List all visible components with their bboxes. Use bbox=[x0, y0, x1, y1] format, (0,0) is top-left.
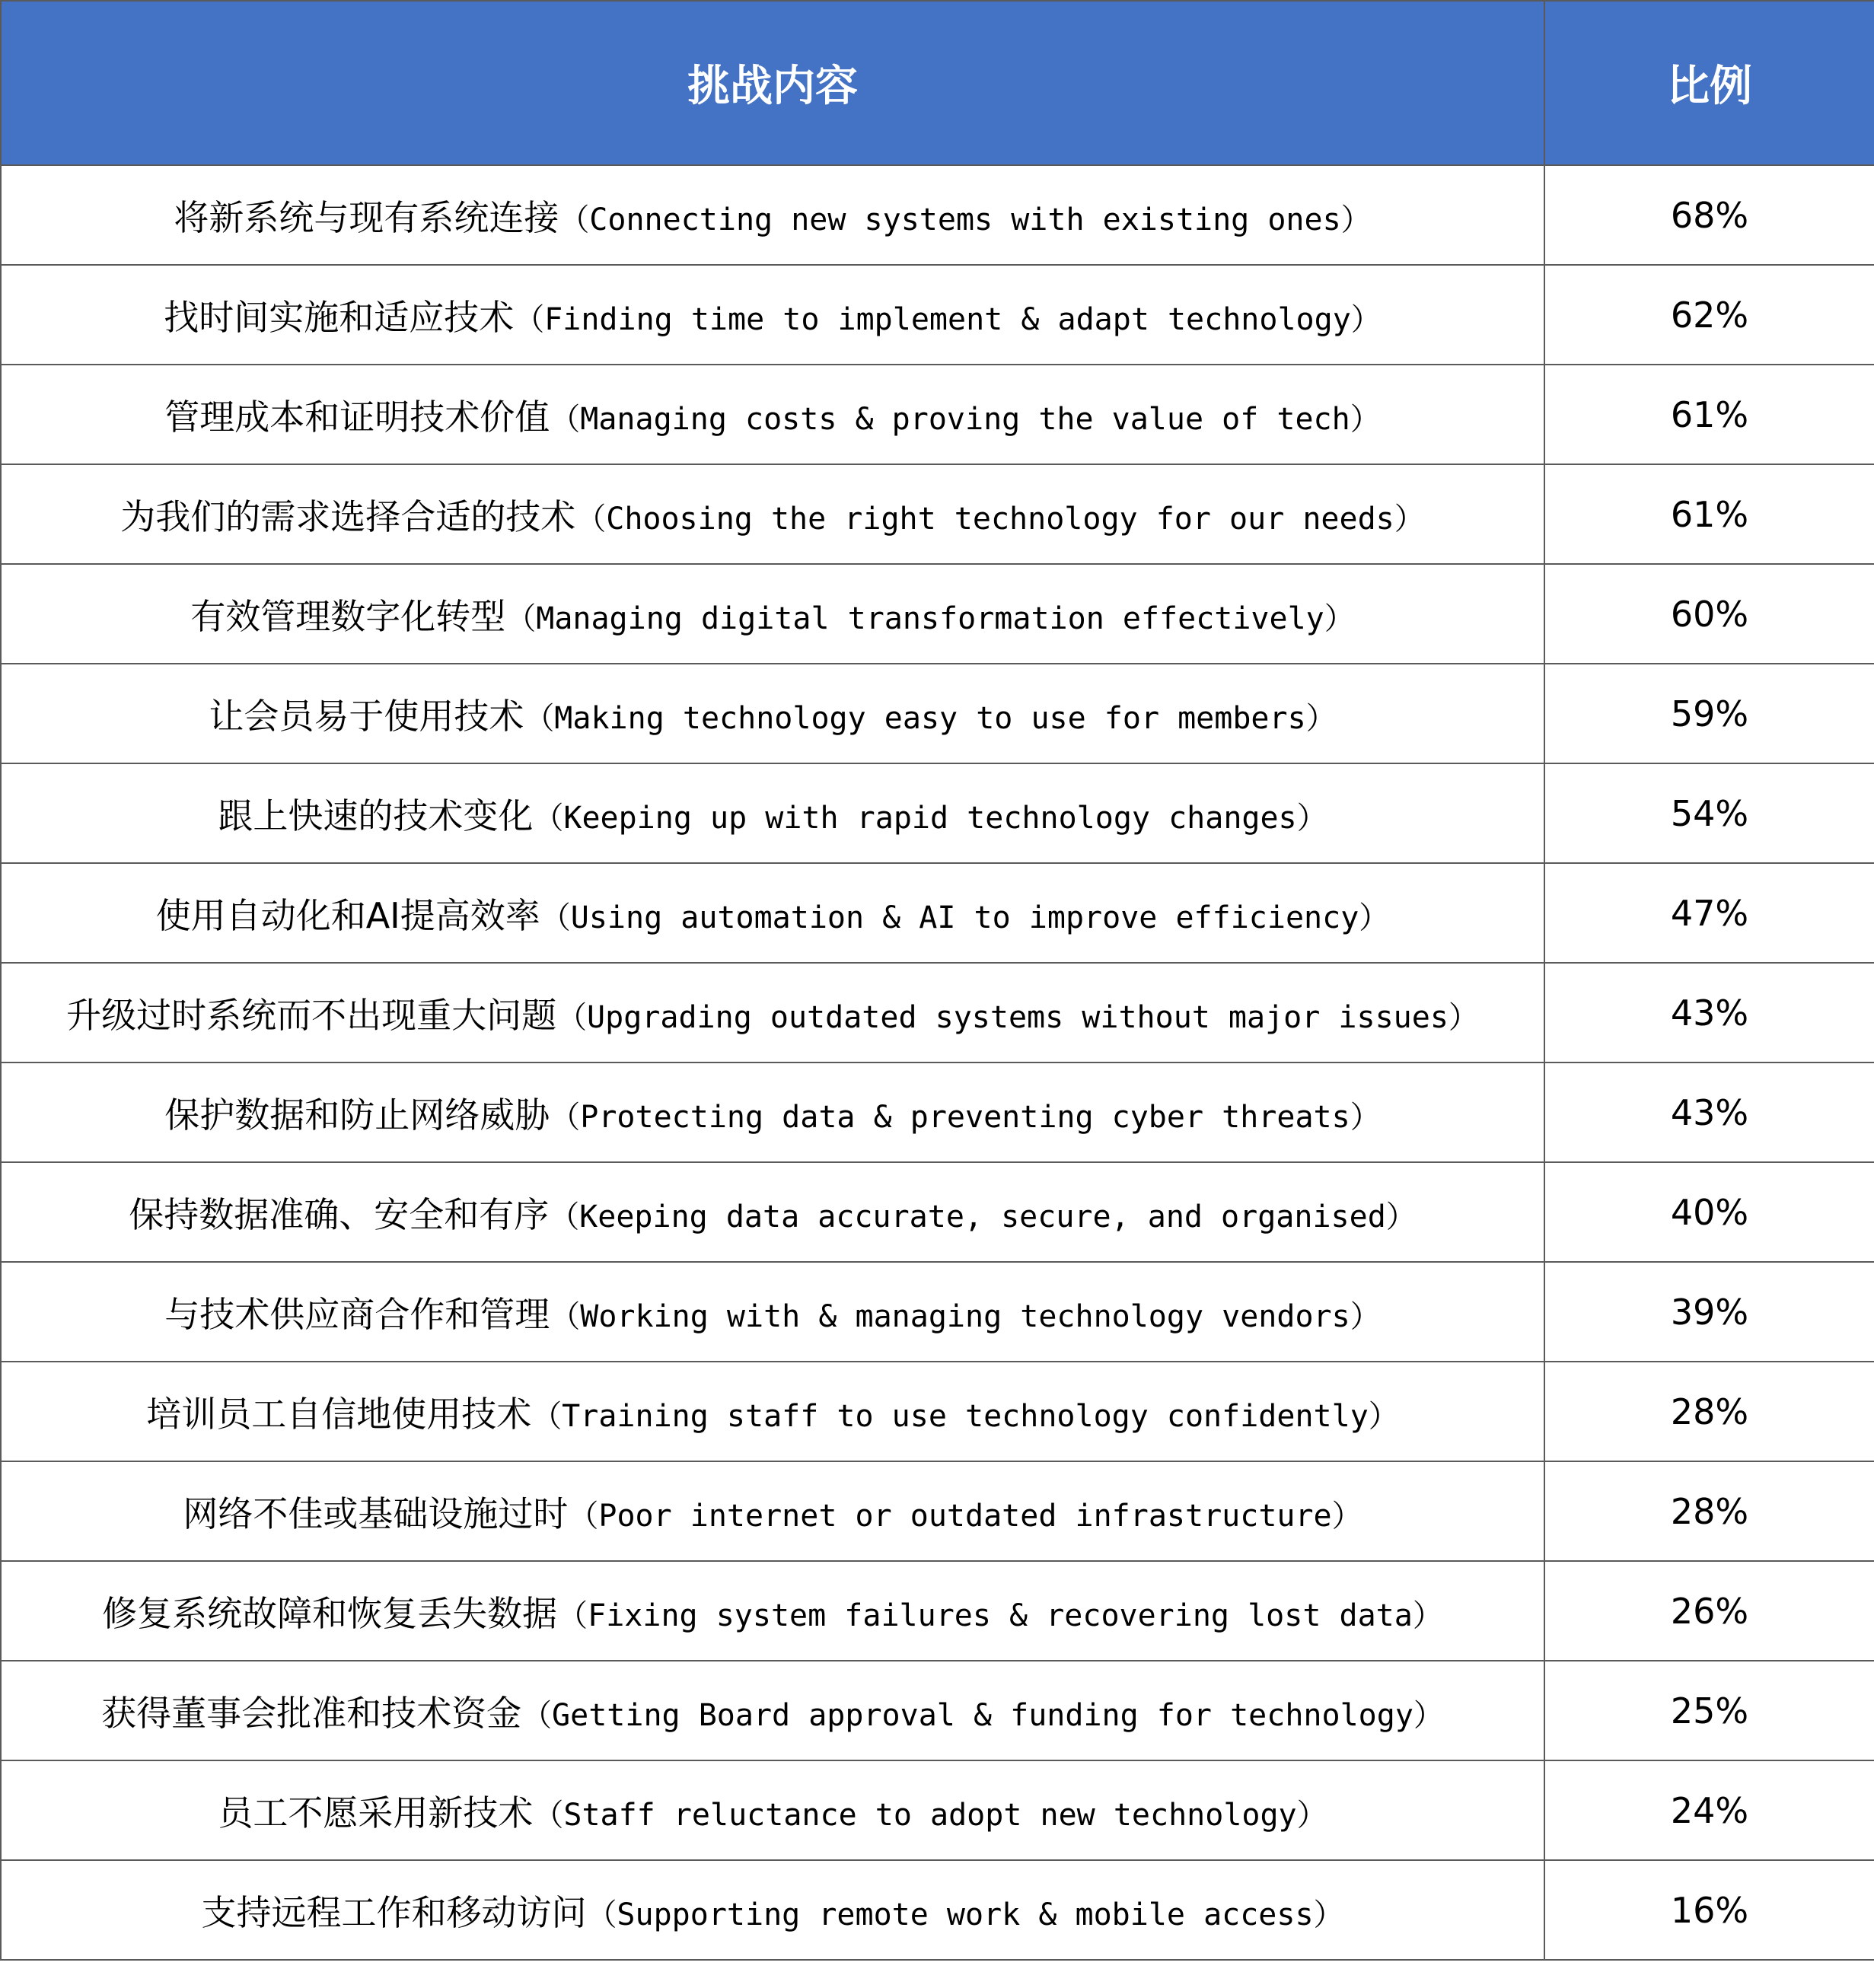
ratio-cell: 47% bbox=[1544, 863, 1874, 963]
challenge-cell bbox=[1, 664, 1544, 763]
challenge-zh: 修复系统故障和恢复丢失数据 bbox=[102, 1592, 558, 1634]
challenge-en: （Making technology easy to use for members） bbox=[524, 700, 1337, 736]
challenge-zh: 有效管理数字化转型 bbox=[190, 595, 506, 637]
challenge-en: （Using automation & AI to improve efficiency） bbox=[540, 900, 1390, 935]
challenge-en: （Keeping up with rapid technology changes） bbox=[533, 800, 1327, 836]
table-row bbox=[1, 1860, 1874, 1960]
challenge-zh: 与技术供应商合作和管理 bbox=[164, 1293, 550, 1335]
challenge-zh: 保护数据和防止网络威胁 bbox=[164, 1094, 550, 1136]
ratio-cell: 54% bbox=[1544, 763, 1874, 863]
ratio-cell: 25% bbox=[1544, 1661, 1874, 1760]
challenge-en: （Working with & managing technology vendors） bbox=[550, 1298, 1381, 1334]
challenge-zh: 支持远程工作和移动访问 bbox=[201, 1891, 587, 1933]
challenge-zh: 让会员易于使用技术 bbox=[209, 695, 524, 737]
table-row bbox=[1, 165, 1874, 265]
challenge-zh: 使用自动化和AI提高效率 bbox=[155, 894, 540, 936]
challenge-zh: 网络不佳或基础设施过时 bbox=[183, 1493, 569, 1534]
challenge-cell bbox=[1, 1262, 1544, 1362]
challenge-en: （Keeping data accurate, secure, and organised） bbox=[549, 1199, 1417, 1235]
table-row bbox=[1, 1162, 1874, 1262]
ratio-cell: 43% bbox=[1544, 963, 1874, 1062]
challenge-zh: 管理成本和证明技术价值 bbox=[164, 396, 550, 438]
header-ratio: 比例 bbox=[1544, 1, 1874, 165]
table-row bbox=[1, 863, 1874, 963]
challenge-zh: 升级过时系统而不出现重大问题 bbox=[66, 994, 557, 1036]
challenge-en: （Connecting new systems with existing ones） bbox=[559, 202, 1372, 237]
challenge-zh: 保持数据准确、安全和有序 bbox=[129, 1193, 550, 1235]
ratio-cell: 62% bbox=[1544, 265, 1874, 365]
challenge-cell bbox=[1, 265, 1544, 365]
header-row bbox=[1, 1, 1874, 165]
challenge-en: （Choosing the right technology for our needs） bbox=[575, 501, 1425, 537]
challenge-cell bbox=[1, 564, 1544, 664]
table-row bbox=[1, 1362, 1874, 1461]
header-content: 挑战内容 bbox=[1, 1, 1544, 165]
challenge-cell bbox=[1, 1860, 1544, 1960]
table-row bbox=[1, 1561, 1874, 1661]
challenge-cell bbox=[1, 1461, 1544, 1561]
challenge-en: （Staff reluctance to adopt new technology） bbox=[533, 1797, 1327, 1833]
challenge-cell bbox=[1, 365, 1544, 464]
table-row bbox=[1, 464, 1874, 564]
table-row bbox=[1, 365, 1874, 464]
challenge-en: （Getting Board approval & funding for technology） bbox=[521, 1697, 1444, 1733]
challenge-cell bbox=[1, 1162, 1544, 1262]
table-row bbox=[1, 1262, 1874, 1362]
table-row bbox=[1, 1760, 1874, 1860]
ratio-cell: 59% bbox=[1544, 664, 1874, 763]
table-row bbox=[1, 664, 1874, 763]
table-body bbox=[1, 165, 1874, 1960]
challenge-en: （Upgrading outdated systems without major issues） bbox=[556, 999, 1479, 1035]
challenge-zh: 员工不愿采用新技术 bbox=[218, 1792, 534, 1833]
challenge-cell bbox=[1, 1661, 1544, 1760]
challenge-cell bbox=[1, 1362, 1544, 1461]
ratio-cell: 28% bbox=[1544, 1461, 1874, 1561]
challenge-en: （Protecting data & preventing cyber threats） bbox=[550, 1099, 1381, 1135]
challenge-cell bbox=[1, 1561, 1544, 1661]
challenge-zh: 将新系统与现有系统连接 bbox=[174, 196, 559, 238]
challenge-en: （Training staff to use technology confidently） bbox=[531, 1398, 1399, 1434]
challenge-zh: 找时间实施和适应技术 bbox=[164, 296, 515, 338]
challenge-cell bbox=[1, 165, 1544, 265]
challenge-cell bbox=[1, 464, 1544, 564]
ratio-cell: 43% bbox=[1544, 1062, 1874, 1162]
ratio-cell: 61% bbox=[1544, 464, 1874, 564]
challenge-en: （Managing digital transformation effectively） bbox=[505, 601, 1355, 636]
challenge-zh: 为我们的需求选择合适的技术 bbox=[120, 495, 576, 537]
challenge-zh: 培训员工自信地使用技术 bbox=[146, 1393, 532, 1435]
ratio-cell: 28% bbox=[1544, 1362, 1874, 1461]
table-row bbox=[1, 265, 1874, 365]
table-row bbox=[1, 763, 1874, 863]
ratio-cell: 60% bbox=[1544, 564, 1874, 664]
ratio-cell: 40% bbox=[1544, 1162, 1874, 1262]
challenge-zh: 跟上快速的技术变化 bbox=[218, 795, 534, 836]
table-row bbox=[1, 1062, 1874, 1162]
challenge-en: （Finding time to implement & adapt technology） bbox=[514, 301, 1382, 337]
challenge-zh: 获得董事会批准和技术资金 bbox=[101, 1692, 522, 1734]
challenge-cell bbox=[1, 963, 1544, 1062]
table-row bbox=[1, 963, 1874, 1062]
challenge-cell bbox=[1, 763, 1544, 863]
table-row bbox=[1, 1461, 1874, 1561]
challenge-cell bbox=[1, 1760, 1544, 1860]
challenge-en: （Fixing system failures & recovering lost data） bbox=[557, 1598, 1443, 1633]
table-header bbox=[1, 1, 1874, 165]
challenge-en: （Poor internet or outdated infrastructure） bbox=[568, 1498, 1362, 1534]
challenge-en: （Supporting remote work & mobile access） bbox=[586, 1897, 1344, 1932]
challenge-cell bbox=[1, 863, 1544, 963]
challenge-en: （Managing costs & proving the value of tech） bbox=[550, 401, 1381, 437]
ratio-cell: 16% bbox=[1544, 1860, 1874, 1960]
ratio-cell: 26% bbox=[1544, 1561, 1874, 1661]
challenge-cell bbox=[1, 1062, 1544, 1162]
table-row bbox=[1, 1661, 1874, 1760]
ratio-cell: 24% bbox=[1544, 1760, 1874, 1860]
ratio-cell: 68% bbox=[1544, 165, 1874, 265]
ratio-cell: 61% bbox=[1544, 365, 1874, 464]
table-row bbox=[1, 564, 1874, 664]
ratio-cell: 39% bbox=[1544, 1262, 1874, 1362]
